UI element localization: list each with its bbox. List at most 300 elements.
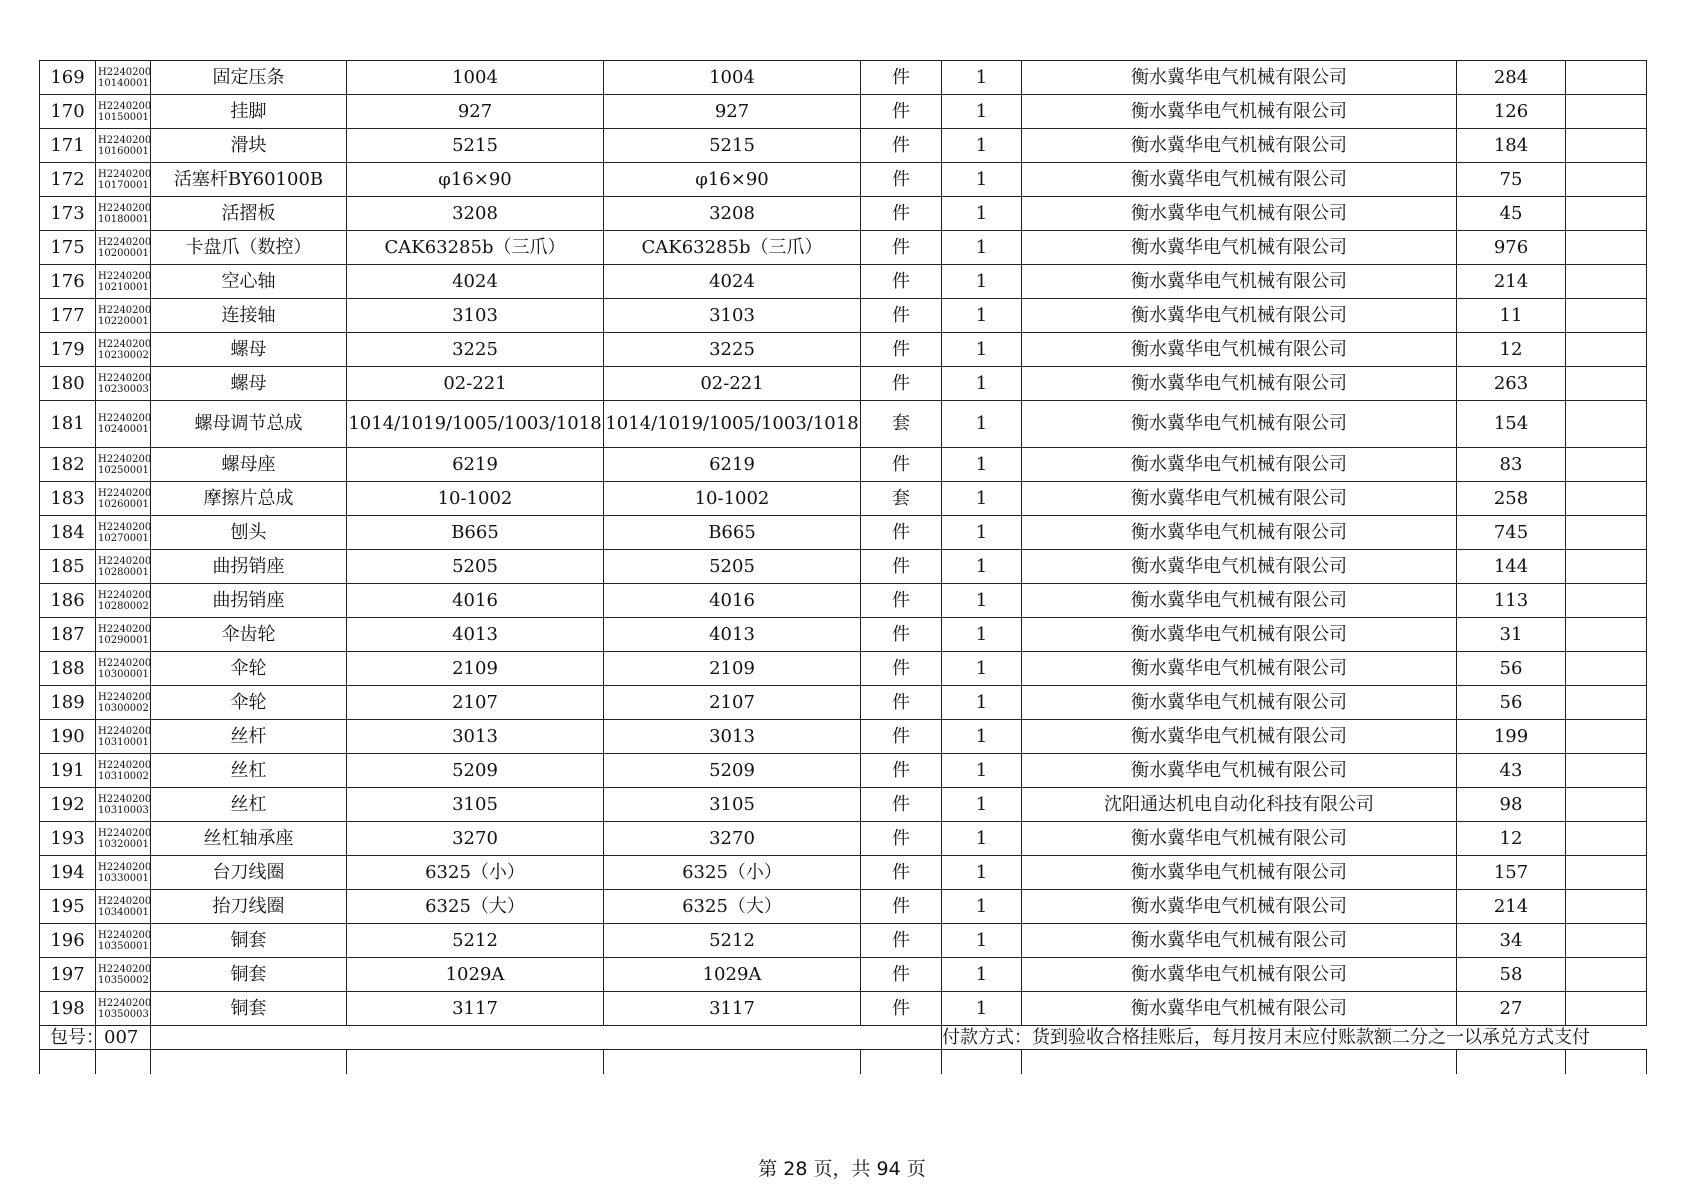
quantity: 1 <box>942 890 1022 924</box>
material-code <box>96 958 151 992</box>
material-code-line-1: H2240200 <box>98 963 152 975</box>
part-name: 固定压条 <box>151 61 347 95</box>
supplier-name: 衡水冀华电气机械有限公司 <box>1022 924 1457 958</box>
supplier-name: 衡水冀华电气机械有限公司 <box>1022 686 1457 720</box>
part-model: 1014/1019/1005/1003/1018 <box>604 401 861 448</box>
remark-cell <box>1566 584 1647 618</box>
payment-terms: 付款方式：货到验收合格挂账后，每月按月末应付账款额二分之一以承兑方式支付 <box>942 1026 1647 1050</box>
part-model: 3208 <box>604 197 861 231</box>
quantity: 1 <box>942 163 1022 197</box>
supplier-name: 衡水冀华电气机械有限公司 <box>1022 958 1457 992</box>
row-number: 192 <box>40 788 96 822</box>
row-number: 190 <box>40 720 96 754</box>
quantity: 1 <box>942 231 1022 265</box>
supplier-name: 沈阳通达机电自动化科技有限公司 <box>1022 788 1457 822</box>
unit: 件 <box>861 197 942 231</box>
material-code <box>96 788 151 822</box>
material-code <box>96 482 151 516</box>
supplier-name: 衡水冀华电气机械有限公司 <box>1022 95 1457 129</box>
row-number: 171 <box>40 129 96 163</box>
unit-price: 214 <box>1457 890 1566 924</box>
row-number: 185 <box>40 550 96 584</box>
material-code <box>96 924 151 958</box>
part-model: 3013 <box>604 720 861 754</box>
unit-price: 258 <box>1457 482 1566 516</box>
quantity: 1 <box>942 265 1022 299</box>
material-code <box>96 856 151 890</box>
unit: 件 <box>861 618 942 652</box>
unit-price: 12 <box>1457 822 1566 856</box>
part-name: 螺母座 <box>151 448 347 482</box>
material-code-line-1: H2240200 <box>98 100 152 112</box>
material-code-line-2: 10140001 <box>98 77 149 89</box>
quantity: 1 <box>942 516 1022 550</box>
unit: 件 <box>861 333 942 367</box>
empty-cell <box>40 1050 96 1075</box>
material-code <box>96 686 151 720</box>
part-spec: 6325（大） <box>347 890 604 924</box>
part-name: 连接轴 <box>151 299 347 333</box>
part-model: 2109 <box>604 652 861 686</box>
current-page-number: 28 <box>783 1158 808 1180</box>
material-code-line-1: H2240200 <box>98 929 152 941</box>
unit: 件 <box>861 856 942 890</box>
material-code-line-1: H2240200 <box>98 861 152 873</box>
unit-price: 75 <box>1457 163 1566 197</box>
supplier-name: 衡水冀华电气机械有限公司 <box>1022 516 1457 550</box>
unit: 件 <box>861 720 942 754</box>
unit: 件 <box>861 516 942 550</box>
part-spec: 5212 <box>347 924 604 958</box>
material-code-line-2: 10280002 <box>98 600 149 612</box>
part-model: 3103 <box>604 299 861 333</box>
empty-cell <box>96 1050 151 1075</box>
row-number: 179 <box>40 333 96 367</box>
material-code-line-2: 10170001 <box>98 179 149 191</box>
material-code-line-1: H2240200 <box>98 589 152 601</box>
table-row <box>40 129 1647 163</box>
material-code-line-1: H2240200 <box>98 66 152 78</box>
part-spec: 2107 <box>347 686 604 720</box>
supplier-name: 衡水冀华电气机械有限公司 <box>1022 652 1457 686</box>
table-row <box>40 516 1647 550</box>
supplier-name: 衡水冀华电气机械有限公司 <box>1022 584 1457 618</box>
part-model: 927 <box>604 95 861 129</box>
row-number: 183 <box>40 482 96 516</box>
part-model: 3270 <box>604 822 861 856</box>
quantity: 1 <box>942 333 1022 367</box>
quantity: 1 <box>942 958 1022 992</box>
table-row <box>40 265 1647 299</box>
empty-cell <box>604 1050 861 1075</box>
unit: 件 <box>861 890 942 924</box>
empty-cell <box>861 1050 942 1075</box>
unit: 件 <box>861 129 942 163</box>
remark-cell <box>1566 890 1647 924</box>
unit-price: 199 <box>1457 720 1566 754</box>
supplier-name: 衡水冀华电气机械有限公司 <box>1022 231 1457 265</box>
part-spec: 5205 <box>347 550 604 584</box>
unit-price: 11 <box>1457 299 1566 333</box>
part-name: 螺母 <box>151 333 347 367</box>
table-row <box>40 299 1647 333</box>
material-code-line-1: H2240200 <box>98 759 152 771</box>
table-row <box>40 686 1647 720</box>
material-code <box>96 231 151 265</box>
part-spec: 927 <box>347 95 604 129</box>
quantity: 1 <box>942 401 1022 448</box>
part-model: 5205 <box>604 550 861 584</box>
material-code-line-1: H2240200 <box>98 657 152 669</box>
unit-price: 56 <box>1457 686 1566 720</box>
unit-price: 126 <box>1457 95 1566 129</box>
unit: 件 <box>861 822 942 856</box>
table-row <box>40 333 1647 367</box>
unit-price: 31 <box>1457 618 1566 652</box>
unit: 件 <box>861 924 942 958</box>
part-spec: 1014/1019/1005/1003/1018 <box>347 401 604 448</box>
part-spec: 3270 <box>347 822 604 856</box>
material-code-line-1: H2240200 <box>98 270 152 282</box>
unit-price: 27 <box>1457 992 1566 1026</box>
material-code-line-1: H2240200 <box>98 521 152 533</box>
quantity: 1 <box>942 788 1022 822</box>
table-row <box>40 618 1647 652</box>
quantity: 1 <box>942 652 1022 686</box>
material-code <box>96 754 151 788</box>
part-model: 5212 <box>604 924 861 958</box>
material-code-line-2: 10330001 <box>98 872 149 884</box>
table-row <box>40 367 1647 401</box>
material-code <box>96 550 151 584</box>
part-model: 2107 <box>604 686 861 720</box>
remark-cell <box>1566 95 1647 129</box>
material-code-line-2: 10230002 <box>98 349 149 361</box>
material-code <box>96 163 151 197</box>
part-spec: 3117 <box>347 992 604 1026</box>
row-number: 175 <box>40 231 96 265</box>
material-code <box>96 992 151 1026</box>
material-code <box>96 95 151 129</box>
remark-cell <box>1566 856 1647 890</box>
supplier-name: 衡水冀华电气机械有限公司 <box>1022 720 1457 754</box>
part-model: 3117 <box>604 992 861 1026</box>
unit-price: 58 <box>1457 958 1566 992</box>
quantity: 1 <box>942 686 1022 720</box>
supplier-name: 衡水冀华电气机械有限公司 <box>1022 448 1457 482</box>
supplier-name: 衡水冀华电气机械有限公司 <box>1022 856 1457 890</box>
unit: 套 <box>861 482 942 516</box>
remark-cell <box>1566 652 1647 686</box>
material-code <box>96 448 151 482</box>
table-body <box>40 61 1647 1075</box>
material-code-line-2: 10310002 <box>98 770 149 782</box>
material-code-line-1: H2240200 <box>98 895 152 907</box>
material-code-line-2: 10320001 <box>98 838 149 850</box>
row-number: 169 <box>40 61 96 95</box>
part-model: 4013 <box>604 618 861 652</box>
part-name: 丝杆 <box>151 720 347 754</box>
part-spec: 4013 <box>347 618 604 652</box>
part-spec: 3208 <box>347 197 604 231</box>
part-name: 挂脚 <box>151 95 347 129</box>
part-model: 5209 <box>604 754 861 788</box>
footer-suffix: 页 <box>906 1158 926 1180</box>
material-code-line-1: H2240200 <box>98 487 152 499</box>
table-row <box>40 822 1647 856</box>
unit: 件 <box>861 754 942 788</box>
quantity: 1 <box>942 754 1022 788</box>
table-row <box>40 231 1647 265</box>
remark-cell <box>1566 197 1647 231</box>
part-model: 1029A <box>604 958 861 992</box>
row-number: 191 <box>40 754 96 788</box>
part-spec: 1004 <box>347 61 604 95</box>
part-spec: 2109 <box>347 652 604 686</box>
material-code-line-1: H2240200 <box>98 304 152 316</box>
unit-price: 976 <box>1457 231 1566 265</box>
quantity: 1 <box>942 992 1022 1026</box>
part-spec: 5215 <box>347 129 604 163</box>
remark-cell <box>1566 231 1647 265</box>
part-model: 6325（大） <box>604 890 861 924</box>
unit-price: 43 <box>1457 754 1566 788</box>
unit-price: 745 <box>1457 516 1566 550</box>
part-name: 铜套 <box>151 958 347 992</box>
table-row <box>40 890 1647 924</box>
material-code <box>96 61 151 95</box>
table-row <box>40 958 1647 992</box>
material-code <box>96 890 151 924</box>
table-row <box>40 754 1647 788</box>
quantity: 1 <box>942 197 1022 231</box>
supplier-name: 衡水冀华电气机械有限公司 <box>1022 890 1457 924</box>
row-number: 197 <box>40 958 96 992</box>
material-code-line-1: H2240200 <box>98 691 152 703</box>
part-spec: 3105 <box>347 788 604 822</box>
table-row <box>40 584 1647 618</box>
quantity: 1 <box>942 924 1022 958</box>
table-row <box>40 924 1647 958</box>
material-code <box>96 584 151 618</box>
table-row <box>40 550 1647 584</box>
unit: 件 <box>861 652 942 686</box>
material-code-line-2: 10150001 <box>98 111 149 123</box>
supplier-name: 衡水冀华电气机械有限公司 <box>1022 482 1457 516</box>
part-model: 1004 <box>604 61 861 95</box>
material-code <box>96 401 151 448</box>
supplier-name: 衡水冀华电气机械有限公司 <box>1022 299 1457 333</box>
row-number: 186 <box>40 584 96 618</box>
part-name: 活塞杆BY60100B <box>151 163 347 197</box>
part-name: 刨头 <box>151 516 347 550</box>
part-model: 10-1002 <box>604 482 861 516</box>
material-code-line-2: 10200001 <box>98 247 149 259</box>
row-number: 188 <box>40 652 96 686</box>
material-code <box>96 299 151 333</box>
material-code-line-2: 10340001 <box>98 906 149 918</box>
table-row <box>40 652 1647 686</box>
unit-price: 12 <box>1457 333 1566 367</box>
material-code <box>96 197 151 231</box>
part-name: 螺母 <box>151 367 347 401</box>
material-code <box>96 333 151 367</box>
row-number: 180 <box>40 367 96 401</box>
unit: 件 <box>861 265 942 299</box>
part-name: 曲拐销座 <box>151 550 347 584</box>
supplier-name: 衡水冀华电气机械有限公司 <box>1022 333 1457 367</box>
quantity: 1 <box>942 720 1022 754</box>
part-model: 4024 <box>604 265 861 299</box>
empty-cell <box>347 1050 604 1075</box>
material-code-line-1: H2240200 <box>98 827 152 839</box>
material-code-line-2: 10230003 <box>98 383 149 395</box>
empty-cell <box>151 1050 347 1075</box>
remark-cell <box>1566 550 1647 584</box>
material-code-line-1: H2240200 <box>98 338 152 350</box>
parts-price-table <box>39 60 1647 1074</box>
remark-cell <box>1566 367 1647 401</box>
table-row <box>40 788 1647 822</box>
unit: 件 <box>861 95 942 129</box>
remark-cell <box>1566 482 1647 516</box>
remark-cell <box>1566 958 1647 992</box>
unit-price: 144 <box>1457 550 1566 584</box>
supplier-name: 衡水冀华电气机械有限公司 <box>1022 163 1457 197</box>
unit: 件 <box>861 367 942 401</box>
material-code-line-2: 10300002 <box>98 702 149 714</box>
material-code <box>96 367 151 401</box>
part-name: 滑块 <box>151 129 347 163</box>
part-name: 丝杠 <box>151 788 347 822</box>
part-name: 丝杠 <box>151 754 347 788</box>
material-code <box>96 265 151 299</box>
remark-cell <box>1566 163 1647 197</box>
supplier-name: 衡水冀华电气机械有限公司 <box>1022 822 1457 856</box>
supplier-name: 衡水冀华电气机械有限公司 <box>1022 992 1457 1026</box>
remark-cell <box>1566 516 1647 550</box>
material-code-line-2: 10350002 <box>98 974 149 986</box>
unit: 件 <box>861 992 942 1026</box>
remark-cell <box>1566 265 1647 299</box>
part-name: 铜套 <box>151 992 347 1026</box>
part-spec: CAK63285b（三爪） <box>347 231 604 265</box>
material-code-line-2: 10270001 <box>98 532 149 544</box>
part-name: 摩擦片总成 <box>151 482 347 516</box>
quantity: 1 <box>942 61 1022 95</box>
unit: 件 <box>861 550 942 584</box>
table-row <box>40 720 1647 754</box>
part-name: 丝杠轴承座 <box>151 822 347 856</box>
empty-cell <box>1022 1050 1457 1075</box>
quantity: 1 <box>942 129 1022 163</box>
row-number: 172 <box>40 163 96 197</box>
total-page-count: 94 <box>876 1158 901 1180</box>
parts-price-table-sheet <box>39 60 1646 1074</box>
row-number: 198 <box>40 992 96 1026</box>
table-row <box>40 61 1647 95</box>
unit-price: 284 <box>1457 61 1566 95</box>
unit: 件 <box>861 958 942 992</box>
supplier-name: 衡水冀华电气机械有限公司 <box>1022 618 1457 652</box>
material-code-line-2: 10260001 <box>98 498 149 510</box>
row-number: 177 <box>40 299 96 333</box>
part-name: 伞轮 <box>151 652 347 686</box>
material-code-line-2: 10210001 <box>98 281 149 293</box>
unit-price: 45 <box>1457 197 1566 231</box>
material-code-line-2: 10350001 <box>98 940 149 952</box>
material-code-line-1: H2240200 <box>98 623 152 635</box>
material-code-line-1: H2240200 <box>98 413 152 424</box>
material-code-line-1: H2240200 <box>98 236 152 248</box>
row-number: 195 <box>40 890 96 924</box>
unit: 件 <box>861 231 942 265</box>
unit: 件 <box>861 686 942 720</box>
part-spec: 5209 <box>347 754 604 788</box>
unit-price: 154 <box>1457 401 1566 448</box>
footer-middle: 页，共 <box>813 1158 871 1180</box>
remark-cell <box>1566 924 1647 958</box>
material-code <box>96 129 151 163</box>
row-number: 170 <box>40 95 96 129</box>
part-spec: 3225 <box>347 333 604 367</box>
page-footer <box>0 1154 1684 1181</box>
part-name: 活摺板 <box>151 197 347 231</box>
part-spec: 4016 <box>347 584 604 618</box>
part-model: CAK63285b（三爪） <box>604 231 861 265</box>
material-code-line-1: H2240200 <box>98 453 152 465</box>
supplier-name: 衡水冀华电气机械有限公司 <box>1022 197 1457 231</box>
row-number: 181 <box>40 401 96 448</box>
empty-cell <box>942 1050 1022 1075</box>
part-spec: 02-221 <box>347 367 604 401</box>
part-spec: B665 <box>347 516 604 550</box>
part-name: 曲拐销座 <box>151 584 347 618</box>
part-model: 3225 <box>604 333 861 367</box>
material-code <box>96 720 151 754</box>
part-spec: 6219 <box>347 448 604 482</box>
material-code-line-1: H2240200 <box>98 725 152 737</box>
row-number: 187 <box>40 618 96 652</box>
remark-cell <box>1566 992 1647 1026</box>
unit-price: 157 <box>1457 856 1566 890</box>
quantity: 1 <box>942 550 1022 584</box>
part-model: 02-221 <box>604 367 861 401</box>
supplier-name: 衡水冀华电气机械有限公司 <box>1022 401 1457 448</box>
unit-price: 34 <box>1457 924 1566 958</box>
unit: 套 <box>861 401 942 448</box>
part-name: 卡盘爪（数控） <box>151 231 347 265</box>
part-name: 抬刀线圈 <box>151 890 347 924</box>
part-spec: 1029A <box>347 958 604 992</box>
material-code-line-2: 10180001 <box>98 213 149 225</box>
part-model: B665 <box>604 516 861 550</box>
part-name: 伞轮 <box>151 686 347 720</box>
empty-cell <box>1457 1050 1566 1075</box>
remark-cell <box>1566 618 1647 652</box>
material-code-line-1: H2240200 <box>98 997 152 1009</box>
table-row <box>40 163 1647 197</box>
part-model: φ16×90 <box>604 163 861 197</box>
material-code-line-1: H2240200 <box>98 134 152 146</box>
remark-cell <box>1566 448 1647 482</box>
material-code-line-2: 10160001 <box>98 145 149 157</box>
supplier-name: 衡水冀华电气机械有限公司 <box>1022 129 1457 163</box>
remark-cell <box>1566 129 1647 163</box>
material-code-line-2: 10280001 <box>98 566 149 578</box>
unit: 件 <box>861 584 942 618</box>
table-row <box>40 401 1647 448</box>
